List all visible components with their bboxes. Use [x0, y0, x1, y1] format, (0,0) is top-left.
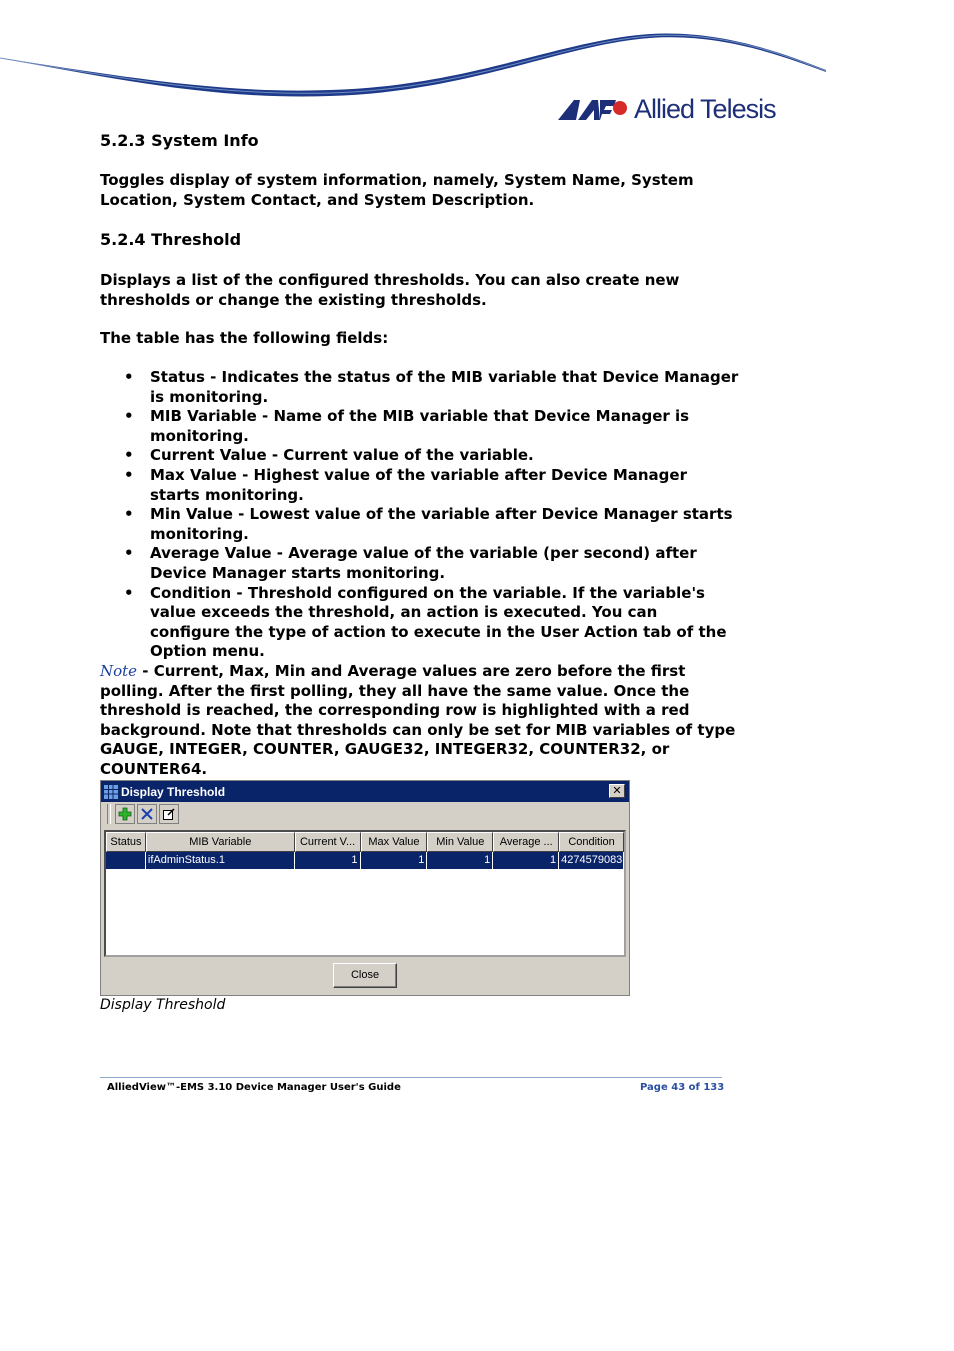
threshold-description: Displays a list of the configured thresholds. You can also create new thresholds or change the existing thresholds.	[100, 271, 680, 309]
note-paragraph	[100, 662, 740, 780]
table-row[interactable]	[106, 852, 624, 869]
list-item: • MIB Variable - Name of the MIB variable that Device Manager is monitoring.	[124, 407, 690, 445]
list-item: • Condition - Threshold configured on the variable. If the variable's value exceeds the threshold, an action is executed. You can configure the type of action to execute in the User Action tab of the Option menu.	[124, 583, 727, 661]
cell-max-value: 1	[361, 852, 428, 869]
logo-text: Allied Telesis	[634, 94, 776, 124]
add-icon	[118, 807, 132, 821]
header-swoosh	[0, 0, 954, 110]
table-intro: The table has the following fields:	[100, 329, 389, 347]
cell-average: 1	[493, 852, 559, 869]
company-logo	[556, 94, 776, 125]
note-label: Note	[100, 662, 138, 680]
allied-telesis-logo-icon	[556, 98, 628, 122]
system-info-description: Toggles display of system information, namely, System Name, System Location, System Contact, and System Description.	[100, 171, 694, 209]
add-button[interactable]	[115, 804, 135, 824]
dialog-toolbar	[101, 802, 629, 826]
cell-status	[106, 852, 146, 869]
column-header-max-value[interactable]: Max Value	[361, 832, 428, 852]
cell-min-value: 1	[427, 852, 493, 869]
column-header-status[interactable]: Status	[106, 832, 146, 852]
column-header-min-value[interactable]: Min Value	[427, 832, 493, 852]
delete-button[interactable]	[137, 804, 157, 824]
list-item: • Status - Indicates the status of the MIB variable that Device Manager is monitoring.	[124, 368, 739, 406]
footer-document-title: AlliedView™-EMS 3.10 Device Manager User's Guide	[107, 1082, 401, 1093]
cell-mib-variable: ifAdminStatus.1	[146, 852, 295, 869]
cell-condition: 4274579083	[559, 852, 624, 869]
note-text: - Current, Max, Min and Average values are zero before the first polling. After the first polling, they all have the same value. Once the threshold is reached, the corresponding row is highlighted with a red background. Note that thresholds can only be set for MIB variables of type GAUGE, INTEGER, COUNTER, GAUGE32, INTEGER32, COUNTER32, or COUNTER64.	[100, 662, 736, 778]
footer-page-number: Page 43 of 133	[640, 1082, 725, 1093]
list-item: • Average Value - Average value of the variable (per second) after Device Manager starts monitoring.	[124, 544, 697, 582]
section-heading-threshold: 5.2.4 Threshold	[100, 230, 242, 249]
list-item: • Max Value - Highest value of the variable after Device Manager starts monitoring.	[124, 465, 687, 504]
figure-caption: Display Threshold	[100, 997, 226, 1013]
edit-button[interactable]	[159, 804, 179, 824]
field-list	[100, 368, 740, 662]
delete-icon	[140, 807, 154, 821]
close-icon[interactable]: ✕	[609, 784, 625, 798]
edit-icon	[162, 807, 176, 821]
cell-current-value: 1	[295, 852, 361, 869]
grid-icon	[104, 785, 118, 799]
close-button[interactable]: Close	[333, 963, 397, 988]
toolbar-grip	[107, 804, 111, 824]
section-heading-system-info: 5.2.3 System Info	[100, 131, 259, 150]
column-header-current-value[interactable]: Current V...	[295, 832, 361, 852]
list-item: • Min Value - Lowest value of the variable after Device Manager starts monitoring.	[124, 505, 733, 543]
dialog-titlebar	[101, 781, 629, 802]
display-threshold-dialog	[100, 780, 630, 996]
dialog-title: Display Threshold	[121, 784, 226, 799]
list-item: • Current Value - Current value of the variable.	[124, 446, 534, 465]
threshold-table	[104, 830, 626, 957]
column-header-condition[interactable]: Condition	[559, 832, 624, 852]
footer-divider	[100, 1077, 722, 1078]
column-header-mib-variable[interactable]: MIB Variable	[146, 832, 295, 852]
column-header-average[interactable]: Average ...	[493, 832, 559, 852]
table-header	[106, 832, 624, 852]
